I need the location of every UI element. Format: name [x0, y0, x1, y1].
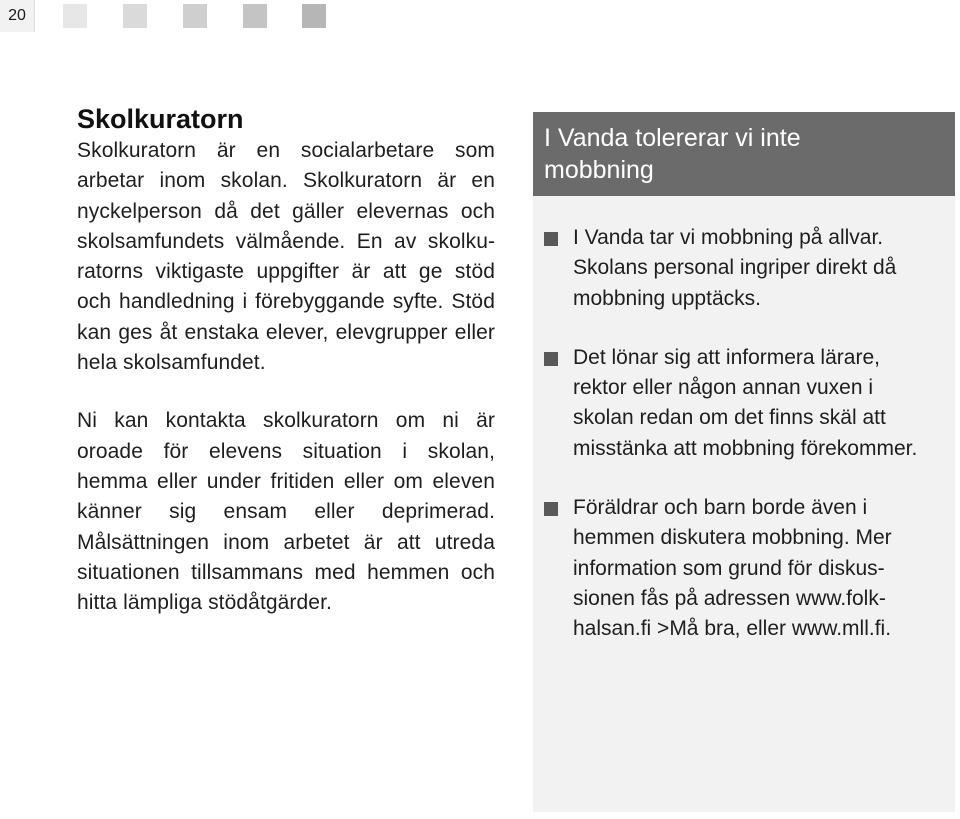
- page-number: 20: [0, 0, 35, 32]
- section-title: Skolkuratorn: [77, 104, 244, 134]
- bullet-text: Föräldrar och barn borde även i hemmen diskutera mobbning. Mer information som grund för diskussionen fås på adressen www.folkhalsan.fi >Må bra, eller www.mll.fi.: [573, 496, 892, 641]
- body-paragraph: Ni kan kontakta skolkuratorn om ni är oroade för elevens situation i skolan, hemma eller under fritiden eller om eleven känner sig ensam eller deprimerad. Målsättningen inom arbetet är att utreda situationen tillsammans med hemmen och hitta lämpliga stödåtgärder.: [77, 409, 495, 615]
- list-item: [533, 493, 935, 644]
- bullet-text: Det lönar sig att informera lärare, rektor eller någon annan vuxen i skolan redan om det finns skäl att misstänka att mobbning förekommer.: [573, 345, 918, 460]
- bullet-list: [533, 196, 955, 645]
- main-column: [77, 102, 495, 618]
- body-paragraph: Skolkuratorn är en socialarbetare som arbetar inom skolan. Skolkuratorn är en nyckelperson då det gäller elevernas och skolsamfundets välmående. En av skolkuratorns viktigaste uppgifter är att ge stöd och handledning i förebyggande syfte. Stöd kan ges åt enstaka elever, elevgrupper eller hela skolsamfundet.: [77, 139, 495, 375]
- list-item: [533, 343, 935, 464]
- sidebar-title: I Vanda tolererar vi inte mobbning: [544, 124, 801, 184]
- sidebar-header: [533, 112, 955, 196]
- bullet-text: I Vanda tar vi mobbning på allvar. Skolans personal ingriper direkt då mobbning upptäcks.: [573, 226, 897, 310]
- info-sidebar: [533, 112, 955, 812]
- decorative-square: [302, 4, 326, 28]
- list-item: [533, 223, 935, 314]
- decorative-square: [243, 4, 267, 28]
- bullet-square-icon: [544, 352, 558, 366]
- bullet-square-icon: [544, 232, 558, 246]
- decorative-square: [183, 4, 207, 28]
- decorative-square: [123, 4, 147, 28]
- bullet-square-icon: [544, 502, 558, 516]
- decorative-square: [63, 4, 87, 28]
